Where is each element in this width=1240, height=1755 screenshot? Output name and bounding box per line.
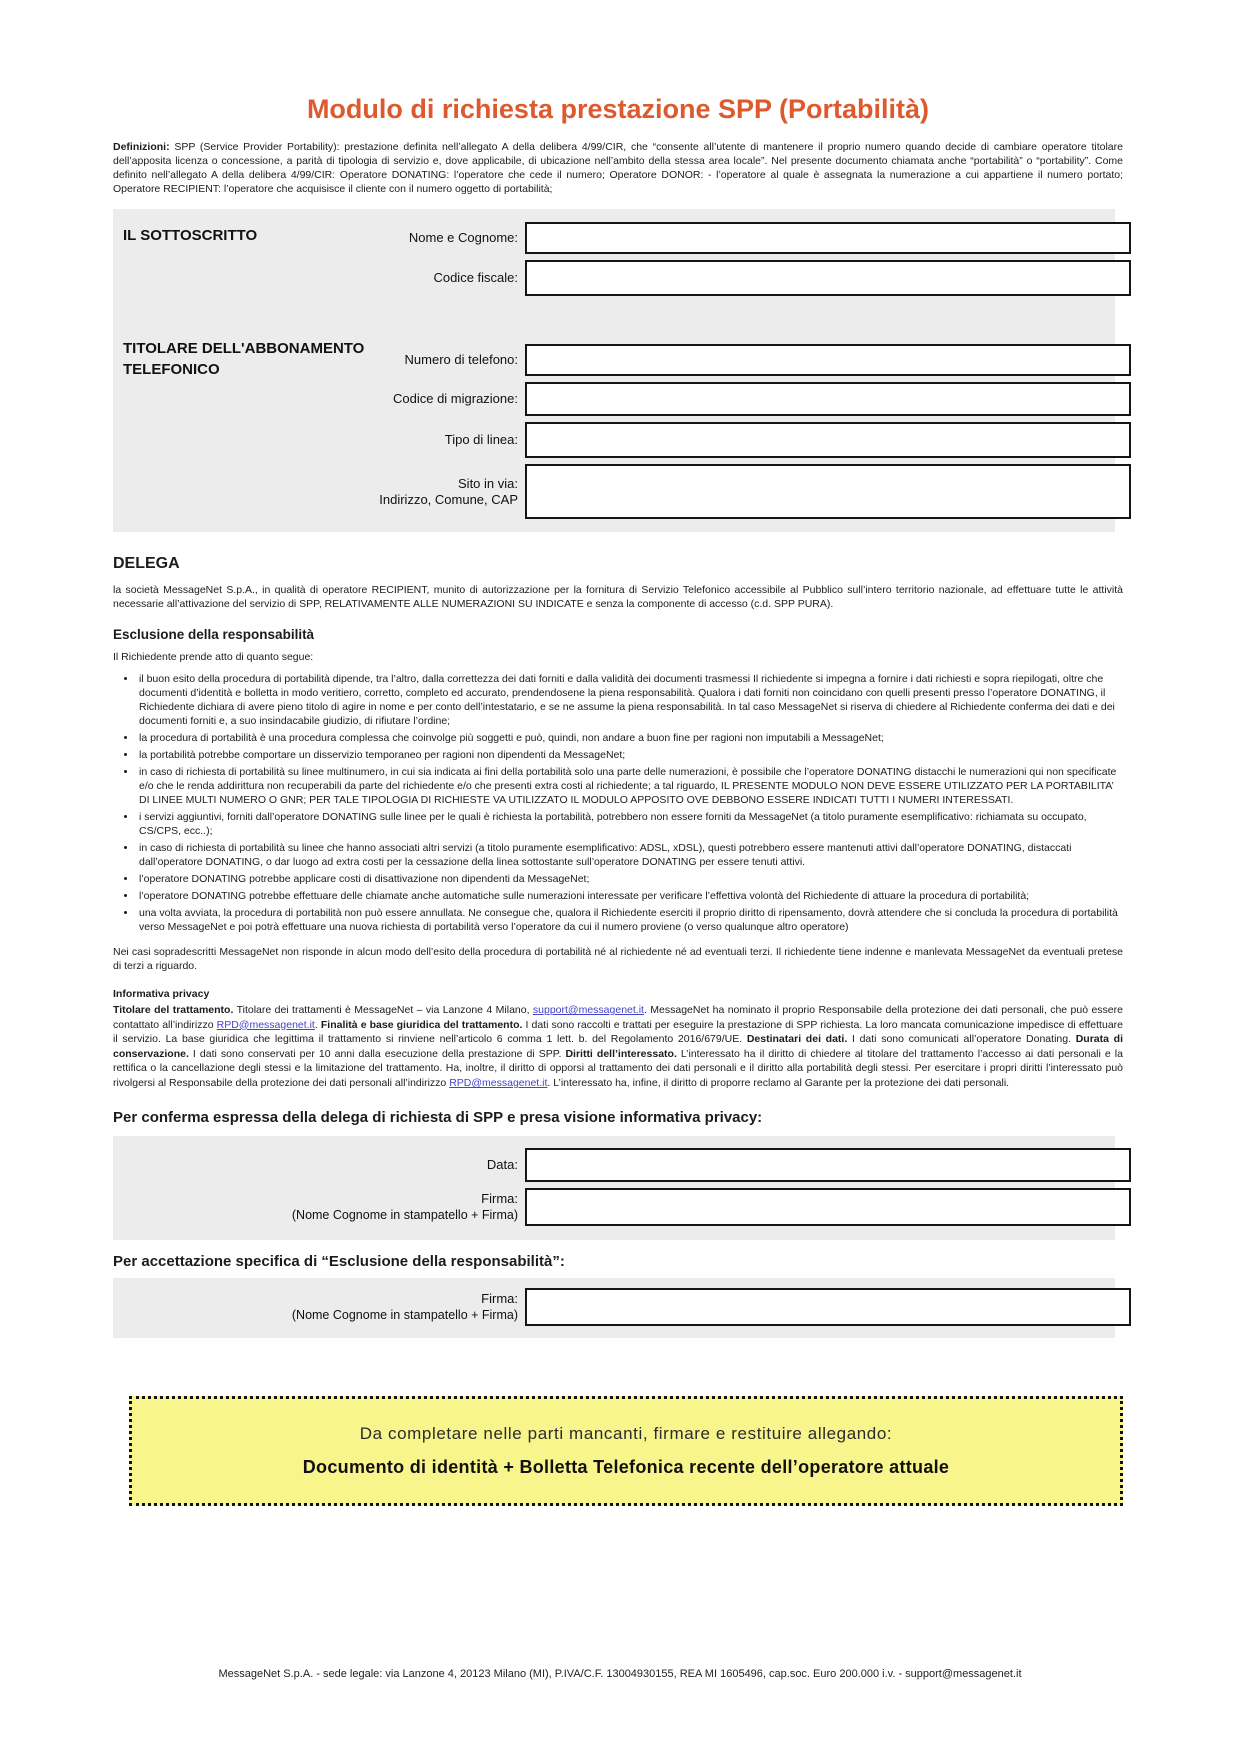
privacy-text: . MessageNet ha nominato il proprio Responsabile della protezione dei dati personali, che può essere contattato all’indirizzo [113,1004,1123,1031]
definitions-text: SPP (Service Provider Portability): prestazione definita nell’allegato A della delibera 4/99/CIR, che “consente all’utente di mantenere il proprio numero quando decide di cambiare operatore titolare dell’apposita licenza o concessione, a parità di tipologia di servizio e, dove applicabile, di ubicazione nell’ambito della stessa area locale”. Nel presente documento chiamata anche “portabilità” o “portability”. Come definito nell’allegato A della delibera 4/99/CIR: Operatore DONATING: l’operatore che cede il numero; Operatore DONOR: - l’operatore al quale è assegnata la numerazione a cui appartiene il numero portato; Operatore RECIPIENT: l’operatore che acquisisce il cliente con il numero oggetto di portabilità; [113,141,1123,195]
notice-line-2: Documento di identità + Bolletta Telefonica recente dell’operatore attuale [302,1456,950,1477]
list-item: • l’operatore DONATING potrebbe effettuare delle chiamate anche automatiche sulle numerazioni interessate per verificare l’effettiva volontà del Richiedente di attuare la procedura di portabilità; [137,889,1123,903]
field-row-sito [113,464,1115,519]
privacy-text: Titolare dei trattamenti è MessageNet – via Lanzone 4 Milano, [233,1004,533,1016]
esclusione-closing-paragraph: Nei casi sopradescritti MessageNet non risponde in alcun modo dell’esito della procedura di portabilità né al richiedente né ad eventuali terzi. Il richiedente tiene indenne e manlevata MessageNet da eventuali pretese di terzi a riguardo. [113,946,1123,972]
numero-telefono-input[interactable] [525,344,1131,376]
field-label-sito [113,476,525,508]
accept-esclusione-panel [113,1278,1115,1338]
privacy-bold-finalita: Finalità e base giuridica del trattamento. [320,1018,523,1031]
field-label-tipo-linea: Tipo di linea: [444,432,518,447]
field-row-codice-fiscale [113,260,1115,296]
firma-delega-input[interactable] [525,1188,1131,1226]
list-item: • la portabilità potrebbe comportare un disservizio temporaneo per ragioni non dipendenti da MessageNet; [137,748,1123,762]
privacy-bold-diritti: Diritti dell’interessato. [565,1047,677,1060]
nome-cognome-input[interactable] [525,222,1131,254]
list-item: • l’operatore DONATING potrebbe applicare costi di disattivazione non dipendenti da MessageNet; [137,872,1123,886]
privacy-bold-titolare: Titolare del trattamento. [113,1004,234,1016]
list-item: • la procedura di portabilità è una procedura complessa che coinvolge più soggetti e può, quindi, non andare a buon fine per ragioni non imputabili a MessageNet; [137,731,1123,745]
field-label-sito-line2: Indirizzo, Comune, CAP [379,491,518,507]
privacy-bold-durata: Durata di conservazione. [113,1033,1123,1060]
firma-esclusione-input[interactable] [525,1288,1131,1326]
form-content [113,0,1123,1506]
field-label-numero-telefono: Numero di telefono: [404,352,518,367]
list-item: • il buon esito della procedura di portabilità dipende, tra l’altro, dalla correttezza dei dati forniti e dalla validità dei documenti trasmessi Il richiedente si impegna a fornire i dati richiesti e sopra riepilogati, oltre che documenti d’identità e bolletta in modo veritiero, corretto, completo ed accurato, prendendosene la piena responsabilità. Qualora i dati forniti non coincidano con quelli presenti presso l’operatore DONATING, il Richiedente dichiara di avere pieno titolo di agire in nome e per conto dell’intestatario, e se ne assume la piena responsabilità. In tal caso MessageNet si riserva di chiedere al Richiedente conferma dei dati e dei documenti forniti e, a suo insindacabile giudizio, di rifiutare l’ordine; [137,672,1123,728]
field-label-codice-migrazione: Codice di migrazione: [392,391,518,406]
field-row-data [113,1148,1115,1182]
codice-fiscale-input[interactable] [525,260,1131,296]
privacy-text: I dati sono conservati per 10 anni dalla esecuzione della prestazione di SPP. [188,1047,566,1060]
field-label-firma-esclusione [113,1291,525,1323]
delega-heading: DELEGA [113,555,180,572]
confirm-delega-panel [113,1136,1115,1240]
field-row-codice-migrazione [113,382,1115,416]
notice-box [129,1396,1123,1506]
field-label-firma-delega [113,1191,525,1223]
subscriber-holder-panel [113,209,1115,532]
page-title: Modulo di richiesta prestazione SPP (Portabilità) [306,94,930,124]
sito-indirizzo-input[interactable] [525,464,1131,519]
footer-text: MessageNet S.p.A. - sede legale: via Lanzone 4, 20123 Milano (MI), P.IVA/C.F. 13004930155, REA MI 1605496, cap.soc. Euro 200.000 i.v. - support@messagenet.it [218,1668,1022,1680]
rpd-email-link[interactable]: RPD@messagenet.it [449,1076,548,1089]
section-label-il-sottoscritto: IL SOTTOSCRITTO [123,227,258,244]
support-email-link[interactable]: support@messagenet.it [532,1004,644,1016]
list-item: • in caso di richiesta di portabilità su linee multinumero, in cui sia indicata ai fini della portabilità solo una parte delle numerazioni, è possibile che l’operatore DONATING distacchi le numerazioni qui non specificate e/o che le renda addirittura non recuperabili da parte del richiedente e/o che presenti extra costi al richiedente; a tal riguardo, IL PRESENTE MODULO NON DEVE ESSERE UTILIZZATO PER LA PORTABILITA’ DI LINEE MULTI NUMERO O GNR; PER TALE TIPOLOGIA DI RICHIESTE VA UTILIZZATO IL MODULO APPOSITO OVE DEBBONO ESSERE INDICATI TUTTI I NUMERI INTERESSATI. [137,765,1123,807]
privacy-text: . [314,1018,321,1031]
privacy-paragraph [113,1003,1123,1091]
field-row-firma-delega [113,1188,1115,1226]
field-label-sito-line1: Sito in via: [458,475,518,491]
definitions-label: Definizioni: [113,141,170,153]
list-item: • una volta avviata, la procedura di portabilità non può essere annullata. Ne consegue che, qualora il Richiedente eserciti il proprio diritto di ripensamento, dovrà attendere che si concluda la procedura di portabilità verso MessageNet e poi potrà effettuare una nuova richiesta di portabilità verso l’operatore da cui il numero proviene (o verso qualunque altro operatore) [137,906,1123,934]
definitions-paragraph [113,140,1123,196]
esclusione-list [113,672,1123,934]
privacy-text: I dati sono comunicati all’operatore Donating. [847,1033,1076,1046]
firma-label: Firma: [481,1290,518,1306]
list-item: • in caso di richiesta di portabilità su linee che hanno associati altri servizi (a titolo puramente esemplificativo: ADSL, xDSL), questi potrebbero essere mantenuti attivi dall’operatore DONATING, distaccati dall’operatore DONATING, o dar luogo ad extra costi per la cessazione della linea sottostante sull’operatore DONATING per essere tenuti attivi. [137,841,1123,869]
field-row-tipo-linea [113,422,1115,458]
section-label-titolare-abbonamento: TITOLARE DELL'ABBONAMENTO TELEFONICO [123,340,365,378]
privacy-text: . L’interessato ha, infine, il diritto di proporre reclamo al Garante per la protezione dei dati personali. [547,1076,1010,1089]
firma-sublabel: (Nome Cognome in stampatello + Firma) [291,1307,518,1322]
notice-line-1: Da completare nelle parti mancanti, firmare e restituire allegando: [359,1423,893,1443]
accept-esclusione-heading: Per accettazione specifica di “Esclusione della responsabilità”: [113,1252,565,1270]
field-label-data: Data: [486,1156,518,1172]
field-row-firma-esclusione [113,1288,1115,1326]
field-row-nome-cognome [113,222,1115,254]
field-label-codice-fiscale: Codice fiscale: [433,270,518,285]
data-input[interactable] [525,1148,1131,1182]
firma-sublabel: (Nome Cognome in stampatello + Firma) [291,1207,518,1222]
list-item: • i servizi aggiuntivi, forniti dall’operatore DONATING sulle linee per le quali è richiesta la portabilità, potrebbero non essere forniti da MessageNet (a titolo puramente esemplificativo: richiamata su occupato, CS/CPS, ecc..); [137,810,1123,838]
codice-migrazione-input[interactable] [525,382,1131,416]
privacy-heading: Informativa privacy [113,988,210,1000]
esclusione-intro: Il Richiedente prende atto di quanto segue: [113,651,314,663]
confirm-delega-heading: Per conferma espressa della delega di richiesta di SPP e presa visione informativa privacy: [113,1108,763,1126]
firma-label: Firma: [481,1190,518,1206]
privacy-text: I dati sono raccolti e trattati per eseguire la prestazione di SPP richiesta. La loro mancata comunicazione impedisce di effettuare il servizio. La base giuridica che legittima il trattamento si rinviene nell’articolo 6 comma 1 lett. b. del Regolamento 2016/679/UE. [113,1018,1123,1046]
esclusione-heading: Esclusione della responsabilità [113,627,315,642]
rpd-email-link[interactable]: RPD@messagenet.it [216,1018,315,1031]
tipo-linea-input[interactable] [525,422,1131,458]
delega-paragraph: la società MessageNet S.p.A., in qualità di operatore RECIPIENT, munito di autorizzazione per la fornitura di Servizio Telefonico accessibile al Pubblico sull’intero territorio nazionale, ad effettuare tutte le attività necessarie all’attivazione del servizio di SPP, RELATIVAMENTE ALLE NUMERAZIONI SU INDICATE e senza la componente di accesso (c.d. SPP PURA). [113,584,1123,610]
field-label-nome-cognome: Nome e Cognome: [408,230,518,245]
privacy-bold-destinatari: Destinatari dei dati. [746,1033,848,1046]
privacy-text: L’interessato ha il diritto di chiedere al titolare del trattamento l’accesso ai dati personali e la rettifica o la cancellazione degli stessi e la limitazione del trattamento. Ha, inoltre, il diritto di opporsi al trattamento dei dati personali e il diritto alla portabilità degli stessi. Per esercitare i propri diritti l’interessato può rivolgersi al Responsabile della protezione dei dati personali all’indirizzo [113,1047,1123,1089]
